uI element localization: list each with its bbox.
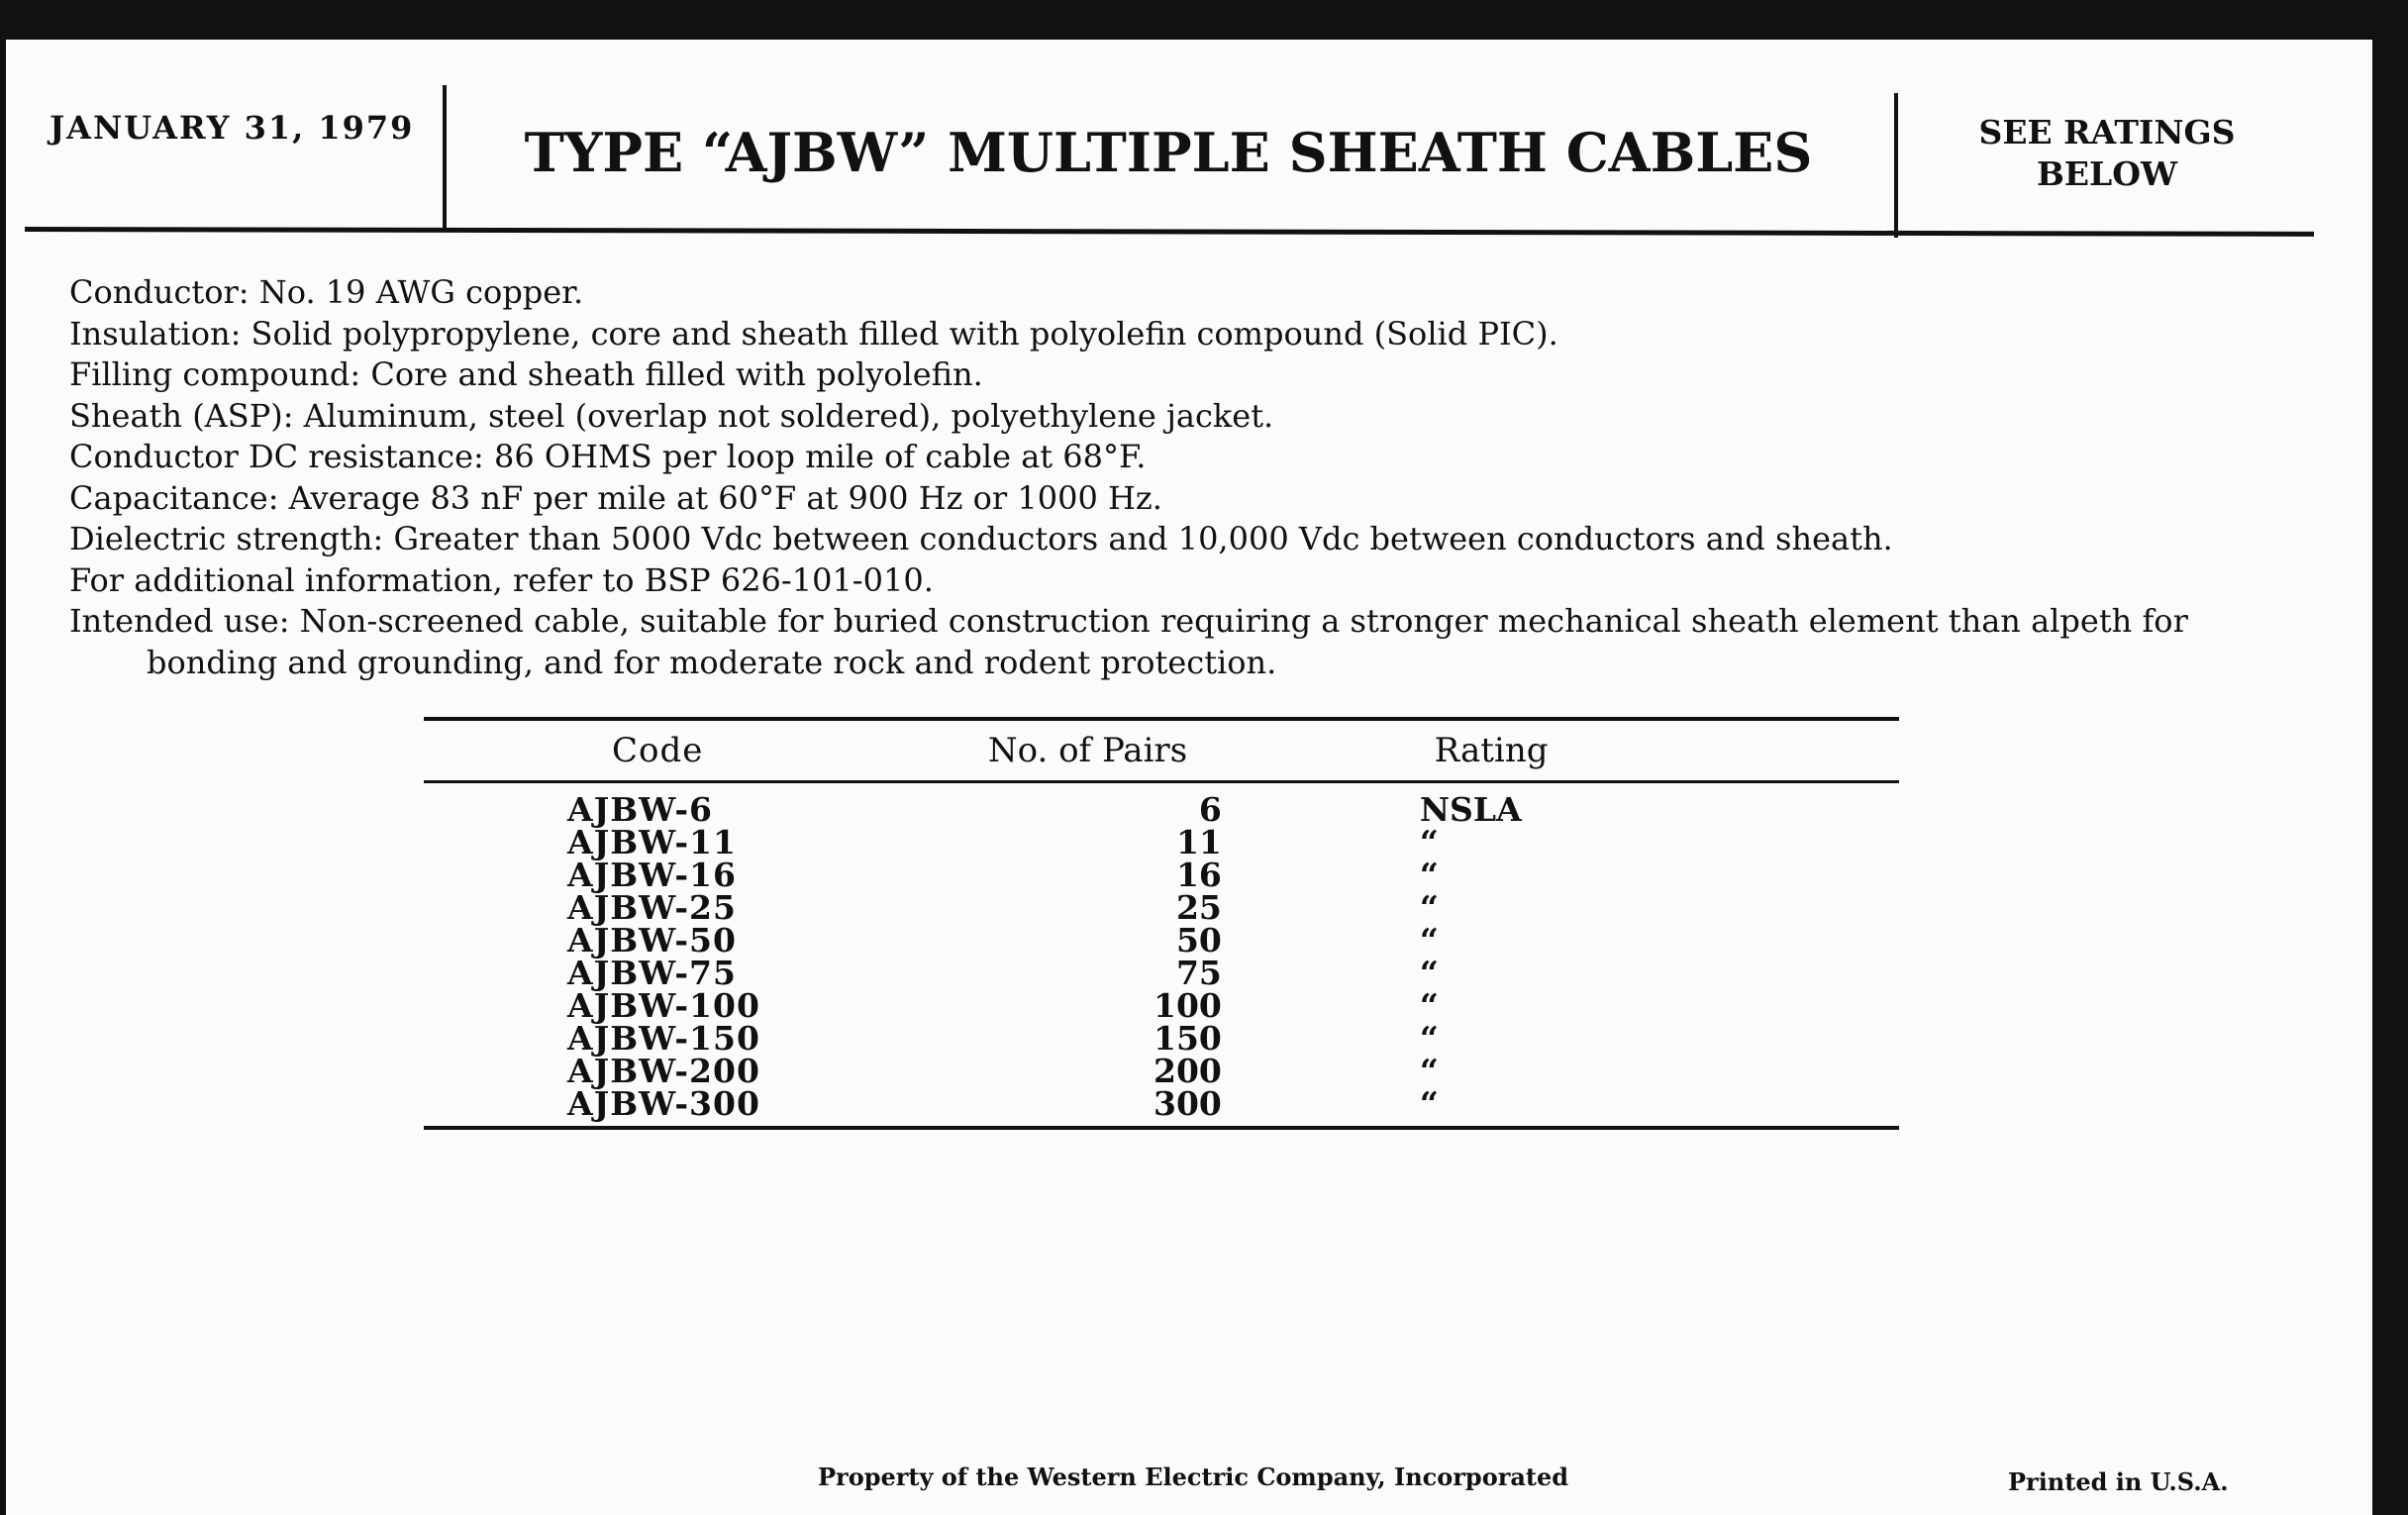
spec-conductor: Conductor: No. 19 AWG copper. (69, 273, 584, 311)
spec-insulation: Insulation: Solid polypropylene, core and sheath filled with polyolefin compound (Solid PIC). (69, 314, 1558, 353)
cell-rating: “ (1419, 1084, 1439, 1123)
table-row (424, 888, 1899, 927)
table-row (424, 954, 1899, 992)
cell-rating: “ (1419, 954, 1439, 992)
cell-code: AJBW-25 (567, 888, 737, 927)
cell-pairs: 300 (1153, 1084, 1222, 1123)
table-row (424, 823, 1899, 861)
table-row (424, 1084, 1899, 1123)
table-row (424, 1052, 1899, 1090)
table-row (424, 856, 1899, 894)
cell-rating: “ (1419, 1052, 1439, 1090)
spec-dielectric-strength: Dielectric strength: Greater than 5000 Vdc between conductors and 10,000 Vdc between conductors and sheath. (69, 520, 1893, 557)
cell-code: AJBW-50 (567, 921, 737, 960)
cable-ratings-table (424, 717, 1899, 1130)
column-header-code: Code (612, 731, 704, 770)
page-title: TYPE “AJBW” MULTIPLE SHEATH CABLES (524, 121, 1813, 184)
cell-pairs: 11 (1175, 823, 1222, 861)
ratings-note-line1: SEE RATINGS (1978, 113, 2236, 152)
issue-date: JANUARY 31, 1979 (50, 109, 415, 147)
cell-pairs: 200 (1153, 1052, 1222, 1090)
spec-intended-use: Intended use: Non-screened cable, suitable for buried construction requiring a stronger mechanical sheath element than alpeth for bonding and grounding, and for moderate rock and rodent protection. (69, 602, 2188, 681)
cell-pairs: 150 (1153, 1019, 1222, 1058)
table-row (424, 921, 1899, 960)
cell-rating: “ (1419, 856, 1439, 894)
cell-code: AJBW-75 (567, 954, 737, 992)
table-body (424, 783, 1899, 1126)
cell-code: AJBW-16 (567, 856, 737, 894)
cell-code: AJBW-100 (567, 986, 760, 1025)
spec-filling-compound: Filling compound: Core and sheath filled with polyolefin. (69, 355, 983, 393)
spec-sheath: Sheath (ASP): Aluminum, steel (overlap not soldered), polyethylene jacket. (69, 396, 1274, 435)
cell-pairs: 100 (1153, 986, 1222, 1025)
cell-code: AJBW-6 (567, 790, 714, 829)
cell-code: AJBW-200 (567, 1052, 760, 1090)
cell-rating: “ (1419, 888, 1439, 927)
column-header-pairs: No. of Pairs (987, 731, 1188, 770)
cell-rating: “ (1419, 823, 1439, 861)
spec-dc-resistance: Conductor DC resistance: 86 OHMS per loop mile of cable at 68°F. (69, 438, 1147, 475)
property-notice: Property of the Western Electric Company, Incorporated (818, 1463, 1569, 1491)
cell-pairs: 75 (1175, 954, 1222, 992)
cell-rating: “ (1419, 921, 1439, 960)
cell-code: AJBW-11 (567, 823, 737, 861)
table-row (424, 986, 1899, 1025)
spec-capacitance: Capacitance: Average 83 nF per mile at 60°F at 900 Hz or 1000 Hz. (69, 478, 1162, 517)
ratings-note-line2: BELOW (2036, 154, 2178, 193)
cell-pairs: 50 (1175, 921, 1222, 960)
cell-rating: “ (1419, 986, 1439, 1025)
table-row (424, 1019, 1899, 1058)
cell-code: AJBW-150 (567, 1019, 760, 1058)
printed-notice: Printed in U.S.A. (2008, 1467, 2229, 1496)
header-divider-right (1894, 93, 1898, 238)
table-header (424, 721, 1899, 783)
cell-rating: NSLA (1419, 790, 1522, 829)
cell-pairs: 25 (1175, 888, 1222, 927)
table-row (424, 790, 1899, 829)
ratings-note (1899, 112, 2315, 195)
cell-pairs: 16 (1175, 856, 1222, 894)
cell-pairs: 6 (1198, 790, 1222, 829)
cell-code: AJBW-300 (567, 1084, 760, 1123)
column-header-rating: Rating (1434, 731, 1549, 770)
cell-rating: “ (1419, 1019, 1439, 1058)
spec-reference: For additional information, refer to BSP 626-101-010. (69, 560, 934, 599)
specifications (69, 272, 2317, 683)
